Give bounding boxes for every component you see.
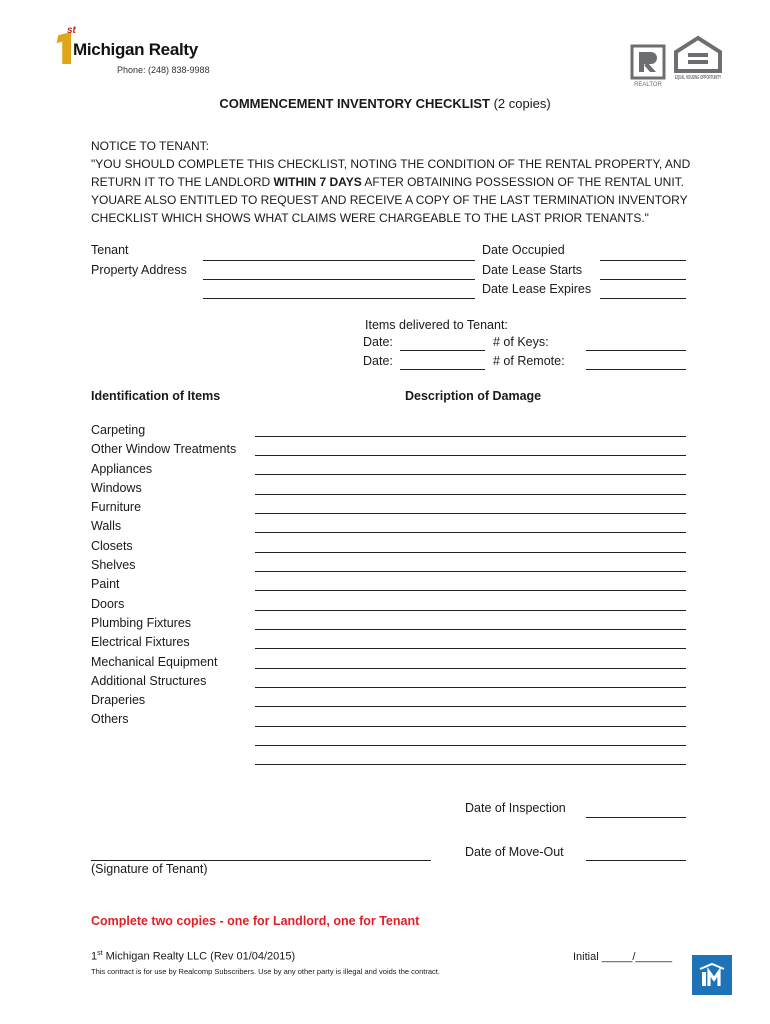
date-occupied-label: Date Occupied [482,243,565,257]
delivered-date-label-1: Date: [363,335,393,349]
delivered-date-label-2: Date: [363,354,393,368]
initial-field[interactable]: Initial _____/______ [573,951,673,963]
items-delivered-heading: Items delivered to Tenant: [365,318,508,332]
list-item: Additional Structures [91,673,207,688]
date-occupied-field[interactable] [600,260,686,261]
notice-line-2 [91,175,684,189]
tenant-field[interactable] [203,260,475,261]
list-item: Paint [91,577,120,592]
items-list [91,421,236,730]
footer-company-num: 1 [91,950,98,963]
damage-line[interactable] [255,706,686,707]
notice-deadline: WITHIN 7 DAYS [273,175,362,189]
damage-line[interactable] [255,745,686,746]
notice-label: NOTICE TO TENANT: [91,139,210,153]
notice-line-4: CHECKLIST WHICH SHOWS WHAT CLAIMS WERE CHARGEABLE TO THE LAST PRIOR TENANTS." [91,211,649,225]
notice-line-2-post: AFTER OBTAINING POSSESSION OF THE RENTAL UNIT. [361,175,685,189]
eho-logo-label: EQUAL HOUSING OPPORTUNITY [675,75,722,81]
notice-line-3: YOUARE ALSO ENTITLED TO REQUEST AND RECEIVE A COPY OF THE LAST TERMINATION INVENTORY [91,193,688,207]
property-address-field-2[interactable] [203,298,475,299]
title-suffix: (2 copies) [489,96,551,111]
damage-line[interactable] [255,436,686,437]
equal-housing-icon [672,35,724,90]
list-item: Mechanical Equipment [91,654,218,669]
damage-line[interactable] [255,552,686,553]
date-lease-starts-field[interactable] [600,279,686,280]
damage-line[interactable] [255,590,686,591]
footer-disclaimer: This contract is for use by Realcomp Subscribers. Use by any other party is illegal and voids the contract. [91,967,440,976]
remote-label: # of Remote: [493,354,565,368]
damage-line[interactable] [255,571,686,572]
list-item: Appliances [91,461,153,476]
damage-line[interactable] [255,668,686,669]
logo-superscript: st [67,25,76,36]
damage-line[interactable] [255,687,686,688]
list-item: Other Window Treatments [91,442,237,457]
damage-line[interactable] [255,455,686,456]
keys-label: # of Keys: [493,335,549,349]
tenant-label: Tenant [91,243,129,257]
list-item: Draperies [91,693,146,708]
footer-company-rest: Michigan Realty LLC (Rev 01/04/2015) [102,950,296,963]
realtor-logo-label: REALTOR [634,82,662,88]
realcomp-logo-glyph [692,955,732,995]
list-item: Furniture [91,500,142,515]
realcomp-logo-icon [692,955,732,995]
date-of-inspection-label: Date of Inspection [465,801,566,815]
list-item: Doors [91,596,125,611]
notice-line-2-pre: RETURN IT TO THE LANDLORD [91,175,274,189]
damage-line[interactable] [255,474,686,475]
delivered-date-field-1[interactable] [400,350,485,351]
delivered-date-field-2[interactable] [400,369,485,370]
property-address-field[interactable] [203,279,475,280]
list-item: Closets [91,538,133,553]
list-item: Plumbing Fixtures [91,615,192,630]
list-item: Walls [91,519,122,534]
remote-field[interactable] [586,369,686,370]
date-lease-expires-field[interactable] [600,298,686,299]
damage-line[interactable] [255,513,686,514]
damage-line[interactable] [255,532,686,533]
description-header: Description of Damage [405,389,542,403]
damage-line[interactable] [255,629,686,630]
logo-numeral-one [55,32,71,64]
list-item: Windows [91,480,142,495]
realtor-logo-icon [630,44,666,88]
michigan-realty-logo [55,25,225,68]
keys-field[interactable] [586,350,686,351]
list-item: Electrical Fixtures [91,635,190,650]
identification-header: Identification of Items [91,389,221,403]
footer-company-sup: st [97,950,103,957]
copies-note: Complete two copies - one for Landlord, one for Tenant [91,914,420,928]
signature-field[interactable] [91,860,431,861]
date-lease-starts-label: Date Lease Starts [482,263,583,277]
date-of-move-out-label: Date of Move-Out [465,845,564,859]
list-item: Shelves [91,558,136,573]
footer-company [91,950,295,963]
signature-label: (Signature of Tenant) [91,862,208,876]
date-of-inspection-field[interactable] [586,817,686,818]
title-main: COMMENCEMENT INVENTORY CHECKLIST [219,96,490,111]
damage-line[interactable] [255,610,686,611]
date-lease-expires-label: Date Lease Expires [482,282,592,296]
list-item: Others [91,712,129,727]
list-item: Carpeting [91,423,146,437]
notice-line-1: "YOU SHOULD COMPLETE THIS CHECKLIST, NOTING THE CONDITION OF THE RENTAL PROPERTY, AND [91,157,691,171]
logo-text: Michigan Realty [73,40,198,59]
phone-number: Phone: (248) 838-9988 [117,65,210,75]
property-address-label: Property Address [91,263,187,277]
page-title [0,96,770,111]
damage-line[interactable] [255,494,686,495]
damage-line[interactable] [255,648,686,649]
damage-line[interactable] [255,726,686,727]
date-of-move-out-field[interactable] [586,860,686,861]
damage-line[interactable] [255,764,686,765]
